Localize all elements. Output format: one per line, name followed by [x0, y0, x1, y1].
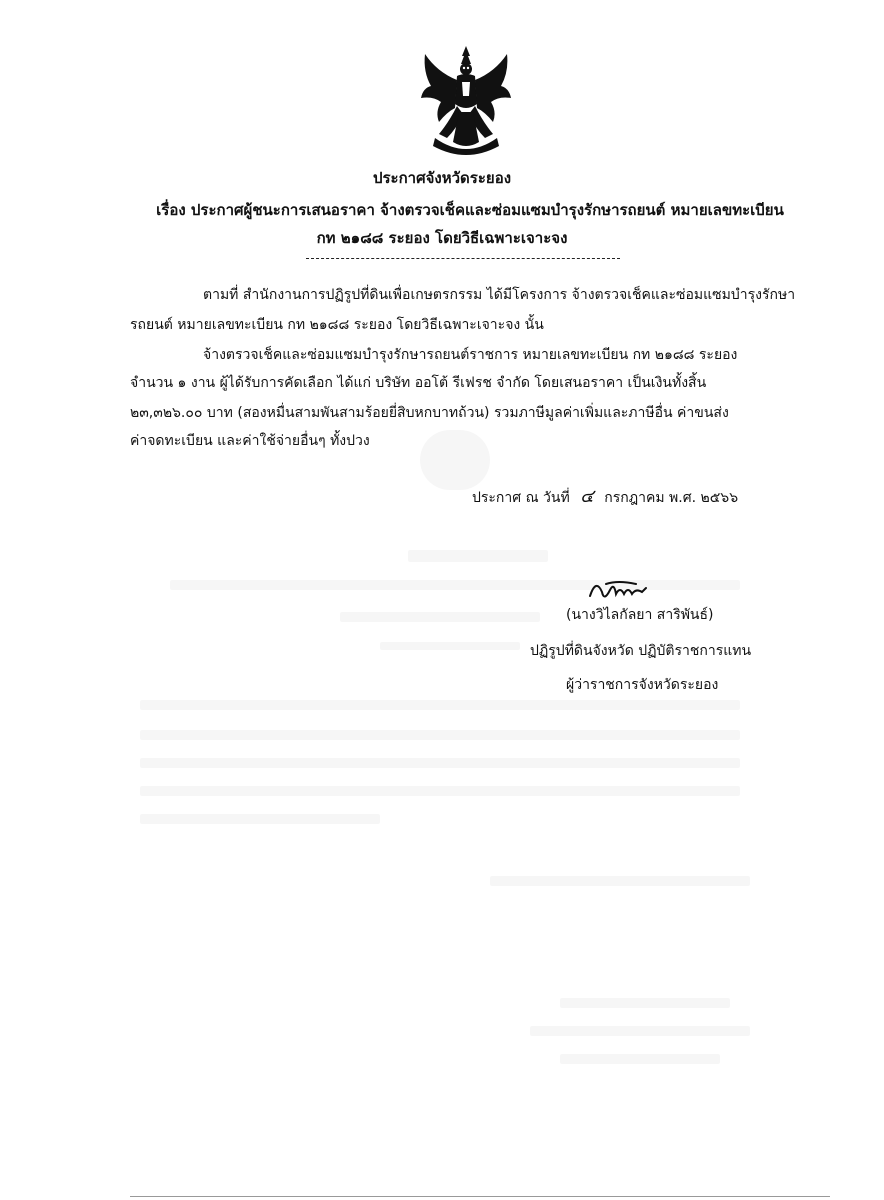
announcement-subject-line1: เรื่อง ประกาศผู้ชนะการเสนอราคา จ้างตรวจเช็คและซ่อมแซมบำรุงรักษารถยนต์ หมายเลขทะเบียน: [156, 201, 784, 219]
bleed-through-mark: [140, 730, 740, 740]
body-para2-line3: ๒๓,๓๒๖.๐๐ บาท (สองหมื่นสามพันสามร้อยยี่สิบหกบาทถ้วน) รวมภาษีมูลค่าเพิ่มและภาษีอื่น ค่าขนส่ง: [130, 405, 729, 421]
signer-position-line1: ปฏิรูปที่ดินจังหวัด ปฏิบัติราชการแทน: [530, 643, 752, 659]
bleed-through-mark: [420, 430, 490, 490]
bleed-through-mark: [560, 1054, 720, 1064]
body-para2-line4: ค่าจดทะเบียน และค่าใช้จ่ายอื่นๆ ทั้งปวง: [130, 433, 370, 449]
heading-divider: [306, 258, 620, 259]
bleed-through-mark: [140, 814, 380, 824]
bleed-through-mark: [340, 612, 540, 622]
body-para1-line2: รถยนต์ หมายเลขทะเบียน กท ๒๑๘๘ ระยอง โดยวิธีเฉพาะเจาะจง นั้น: [130, 317, 544, 333]
bleed-through-mark: [490, 876, 750, 886]
date-month-year: กรกฎาคม พ.ศ. ๒๕๖๖: [604, 490, 739, 506]
bleed-through-mark: [560, 998, 730, 1008]
garuda-emblem-icon: [417, 42, 515, 160]
page-bottom-edge: [130, 1196, 830, 1197]
bleed-through-mark: [140, 758, 740, 768]
body-para2-line1: จ้างตรวจเช็คและซ่อมแซมบำรุงรักษารถยนต์ราชการ หมายเลขทะเบียน กท ๒๑๘๘ ระยอง: [203, 347, 738, 363]
bleed-through-mark: [530, 1026, 750, 1036]
bleed-through-mark: [380, 642, 520, 650]
announcement-date: [472, 488, 738, 507]
bleed-through-mark: [140, 700, 740, 710]
bleed-through-mark: [140, 786, 740, 796]
signer-name: (นางวิไลกัลยา สาริพันธ์): [566, 607, 714, 623]
signer-position-line2: ผู้ว่าราชการจังหวัดระยอง: [566, 677, 719, 693]
announcement-issuer: ประกาศจังหวัดระยอง: [372, 169, 512, 187]
body-para2-line2: จำนวน ๑ งาน ผู้ได้รับการคัดเลือก ได้แก่ บริษัท ออโต้ รีเฟรช จำกัด โดยเสนอราคา เป็นเงินทั้งสิ้น: [130, 375, 707, 391]
bleed-through-mark: [170, 580, 740, 590]
date-prefix: ประกาศ ณ วันที่: [472, 490, 570, 506]
bleed-through-mark: [408, 550, 548, 562]
body-para1-line1: ตามที่ สำนักงานการปฏิรูปที่ดินเพื่อเกษตรกรรม ได้มีโครงการ จ้างตรวจเช็คและซ่อมแซมบำรุงรักษา: [203, 287, 796, 303]
announcement-subject-line2: กท ๒๑๘๘ ระยอง โดยวิธีเฉพาะเจาะจง: [316, 229, 568, 247]
date-day-handwritten: ๔: [580, 486, 594, 507]
